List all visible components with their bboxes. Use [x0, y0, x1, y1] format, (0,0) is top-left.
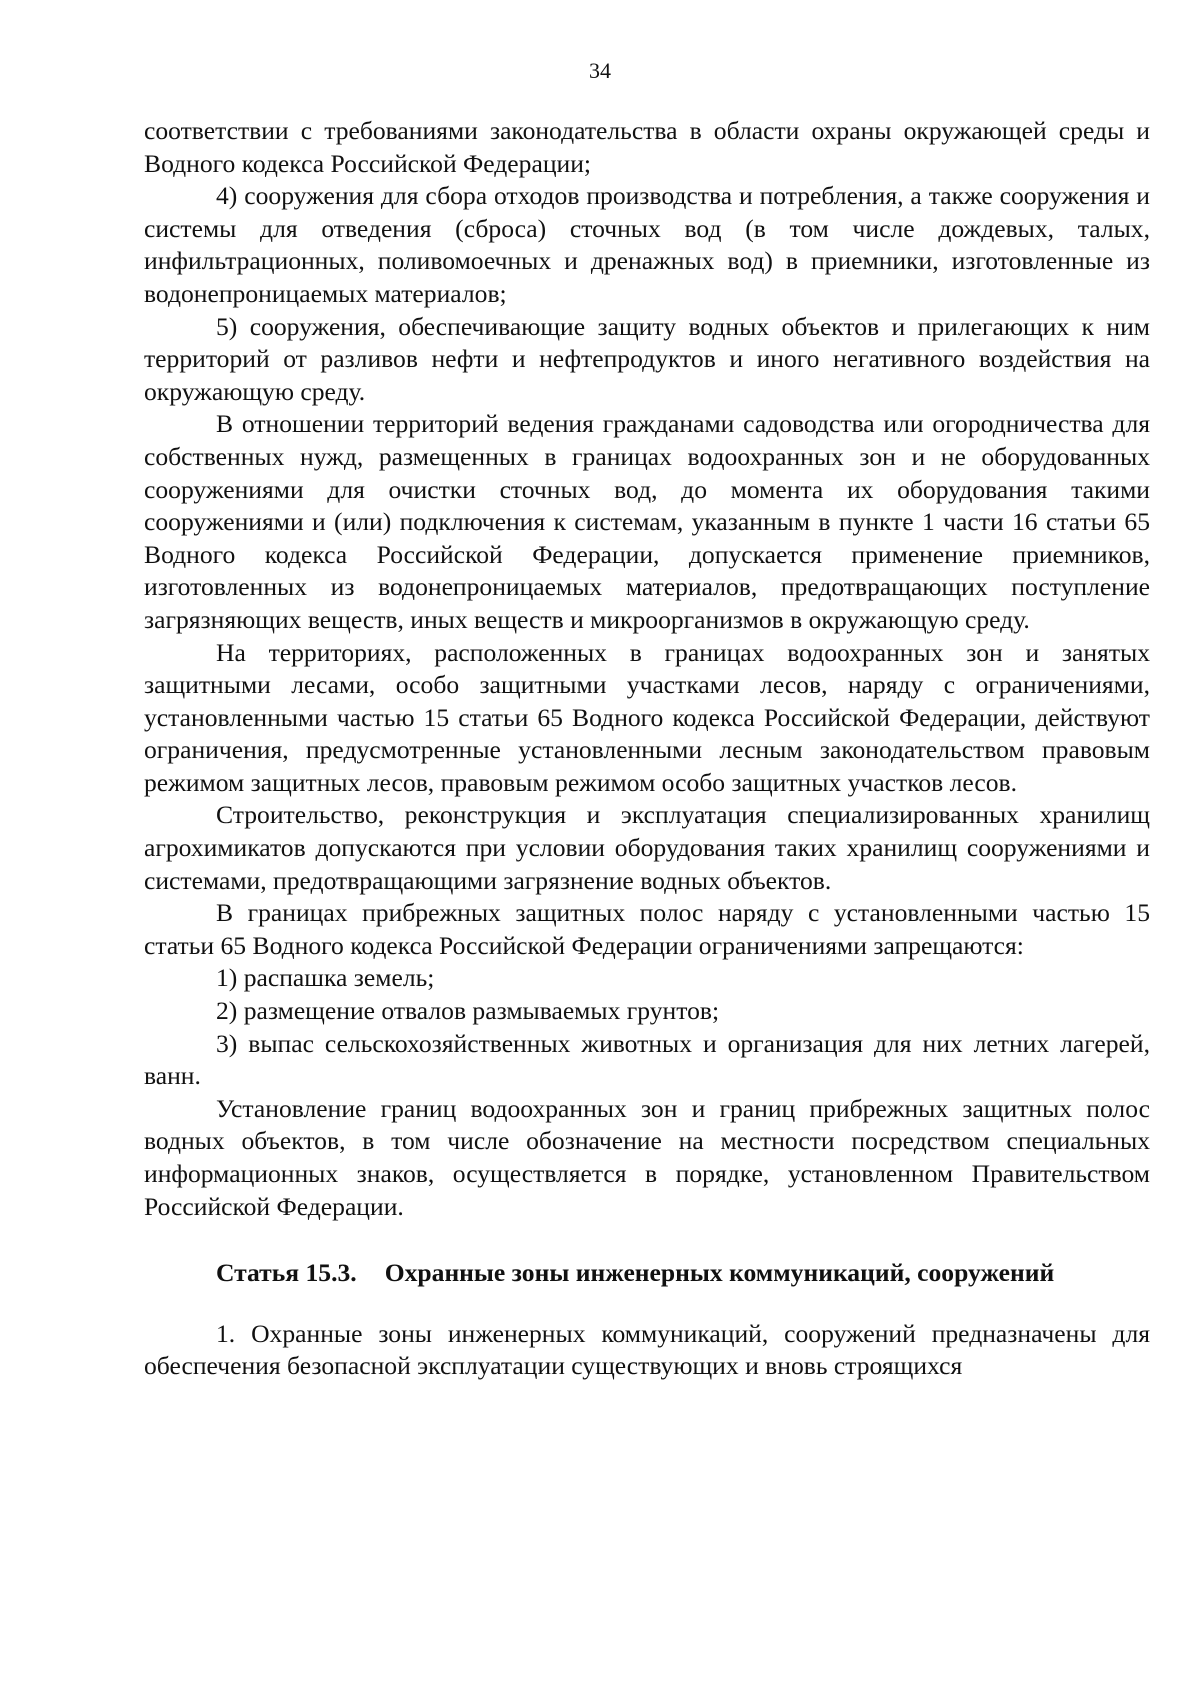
page-number: 34 — [589, 58, 611, 83]
article-heading — [144, 1257, 1150, 1290]
paragraph: Строительство, реконструкция и эксплуатация специализированных хранилищ агрохимикатов допускаются при условии оборудования таких хранилищ сооружениями и системами, предотвращающими загрязнение водных объектов. — [144, 800, 1150, 895]
paragraph: 4) сооружения для сбора отходов производства и потребления, а также сооружения и системы для отведения (сброса) сточных вод (в том числе дождевых, талых, инфильтрационных, поливомоечных и дренажных вод) в приемники, изготовленные из водонепроницаемых материалов; — [144, 181, 1150, 308]
paragraph: На территориях, расположенных в границах водоохранных зон и занятых защитными лесами, особо защитными участками лесов, наряду с ограничениями, установленными частью 15 статьи 65 Водного кодекса Российской Федерации, действуют ограничения, предусмотренные установленными лесным законодательством правовым режимом защитных лесов, правовым режимом особо защитных участков лесов. — [144, 637, 1150, 797]
paragraphs-after-article — [144, 1318, 1150, 1383]
paragraph: 1) распашка земель; — [216, 963, 435, 993]
document-body — [144, 115, 1150, 1383]
paragraph: соответствии с требованиями законодательства в области охраны окружающей среды и Водного кодекса Российской Федерации; — [144, 116, 1150, 178]
paragraph: Установление границ водоохранных зон и границ прибрежных защитных полос водных объектов, в том числе обозначение на местности посредством специальных информационных знаков, осуществляется в порядке, установленном Правительством Российской Федерации. — [144, 1093, 1150, 1221]
article-number: Статья 15.3. — [216, 1258, 357, 1288]
paragraph: В границах прибрежных защитных полос наряду с установленными частью 15 статьи 65 Водного кодекса Российской Федерации ограничениями запрещаются: — [144, 898, 1150, 960]
article-title: Охранные зоны инженерных коммуникаций, сооружений — [384, 1258, 1055, 1288]
paragraph: В отношении территорий ведения гражданами садоводства или огородничества для собственных нужд, размещенных в границах водоохранных зон и не оборудованных сооружениями для очистки сточных вод, до момента их оборудования такими сооружениями и (или) подключения к системам, указанным в пункте 1 части 16 статьи 65 Водного кодекса Российской Федерации, допускается применение приемников, изготовленных из водонепроницаемых материалов, предотвращающих поступление загрязняющих веществ, иных веществ и микроорганизмов в окружающую среду. — [144, 409, 1150, 634]
paragraph: 2) размещение отвалов размываемых грунтов; — [216, 996, 720, 1026]
paragraph: 3) выпас сельскохозяйственных животных и организация для них летних лагерей, ванн. — [144, 1028, 1150, 1091]
paragraph: 1. Охранные зоны инженерных коммуникаций, сооружений предназначены для обеспечения безопасной эксплуатации существующих и вновь строящихся — [144, 1318, 1150, 1381]
paragraphs-before-article — [144, 115, 1150, 1223]
paragraph: 5) сооружения, обеспечивающие защиту водных объектов и прилегающих к ним территорий от разливов нефти и нефтепродуктов и иного негативного воздействия на окружающую среду. — [144, 311, 1150, 406]
